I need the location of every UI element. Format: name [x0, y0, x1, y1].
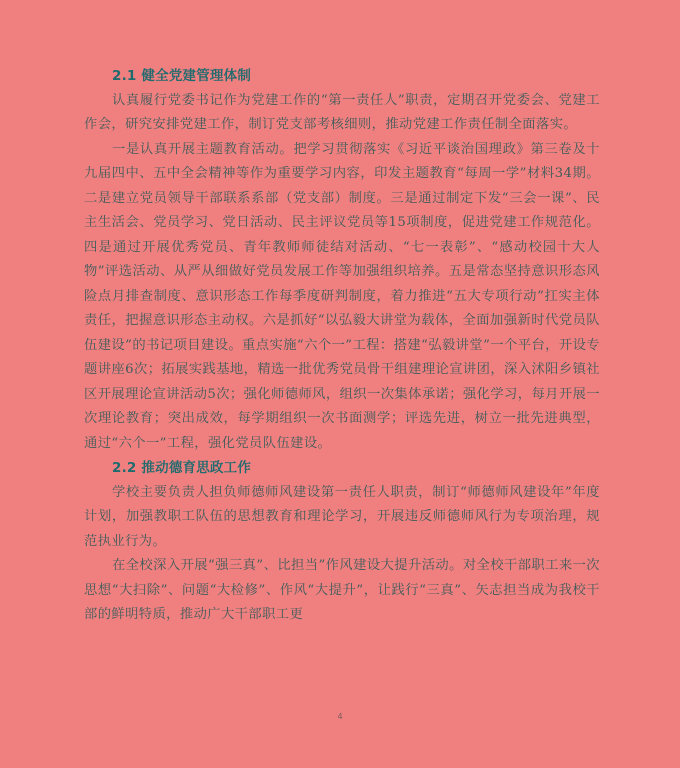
document-body: [84, 64, 600, 628]
paragraph-teacher-ethics: 学校主要负责人担负师德师风建设第一责任人职责，制订“师德师风建设年”年度计划，加强教职工队伍的思想教育和理论学习，开展违反师德师风行为专项治理，规范执业行为。: [84, 484, 600, 549]
page-number: 4: [337, 712, 343, 721]
paragraph-work-style-campaign: 在全校深入开展“强三真”、比担当”作风建设大提升活动。对全校干部职工来一次思想“大扫除”、问题“大检修”、作风“大提升”，让践行“三真”、矢志担当成为我校干部的鲜明特质，推动广大干部职工更: [84, 558, 600, 622]
paragraph-party-secretary-duty: 认真履行党委书记作为党建工作的“第一责任人”职责，定期召开党委会、党建工作会，研究安排党建工作，制订党支部考核细则，推动党建工作责任制全面落实。: [84, 92, 600, 132]
section-heading-moral-education: 2.2 推动德育思政工作: [112, 460, 252, 476]
section-heading-party-building: 2.1 健全党建管理体制: [112, 68, 252, 84]
paragraph-party-building-measures: 一是认真开展主题教育活动。把学习贯彻落实《习近平谈治国理政》第三卷及十九届四中、五中全会精神等作为重要学习内容，印发主题教育“每周一学”材料34期。二是建立党员领导干部联系系部（党支部）制度。三是通过制定下发“三会一课”、民主生活会、党员学习、党日活动、民主评议党员等15项制度，促进党建工作规范化。四是通过开展优秀党员、青年教师师徒结对活动、“七一表彰”、“感动校园十大人物”评选活动、从严从细做好党员发展工作等加强组织培养。五是常态坚持意识形态风险点月排查制度、意识形态工作每季度研判制度，着力推进“五大专项行动”扛实主体责任，把握意识形态主动权。六是抓好“以弘毅大讲堂为载体，全面加强新时代党员队伍建设”的书记项目建设。重点实施“六个一”工程：搭建“弘毅讲堂”一个平台，开设专题讲座6次；拓展实践基地，精选一批优秀党员骨干组建理论宣讲团，深入沭阳乡镇社区开展理论宣讲活动5次；强化师德师风，组织一次集体承诺；强化学习，每月开展一次理论教育；突出成效，每学期组织一次书面测学；评选先进，树立一批先进典型，通过“六个一”工程，强化党员队伍建设。: [84, 141, 600, 451]
